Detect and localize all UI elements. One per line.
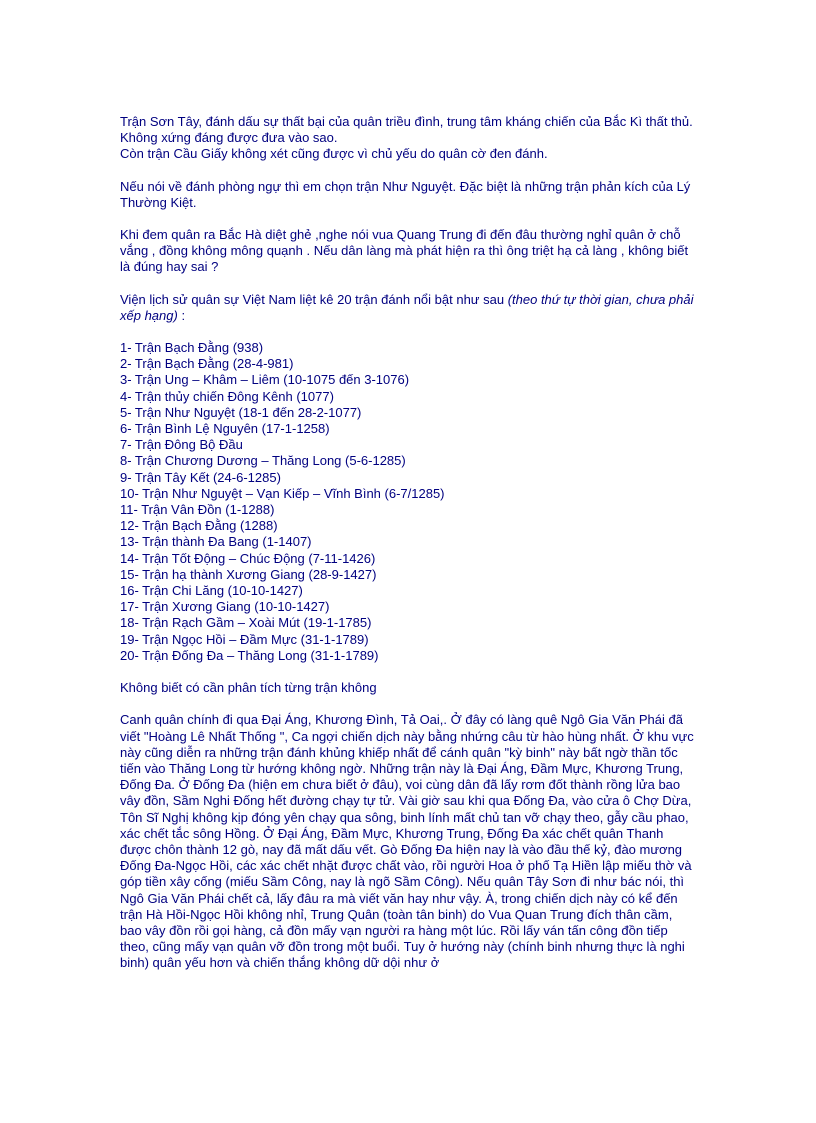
spacer <box>120 163 696 179</box>
list-intro-text: Viện lịch sử quân sự Việt Nam liệt kê 20 trận đánh nổi bật như sau <box>120 291 508 307</box>
list-item: 16- Trận Chi Lăng (10-10-1427) <box>120 583 303 599</box>
battle-list <box>120 340 696 664</box>
list-item: 15- Trận hạ thành Xương Giang (28-9-1427) <box>120 566 377 582</box>
list-item: 13- Trận thành Đa Bang (1-1407) <box>120 534 312 550</box>
spacer <box>120 324 696 340</box>
list-item: 18- Trận Rạch Gầm – Xoài Mút (19-1-1785) <box>120 615 372 631</box>
list-item: 20- Trận Đống Đa – Thăng Long (31-1-1789) <box>120 647 379 663</box>
list-intro-italic: (theo thứ tự thời gian, chưa phải xếp hạng) <box>120 291 694 323</box>
list-item: 8- Trận Chương Dương – Thăng Long (5-6-1285) <box>120 453 406 469</box>
list-intro-end: : <box>177 307 186 323</box>
list-item: 9- Trận Tây Kết (24-6-1285) <box>120 469 281 485</box>
list-item: 19- Trận Ngọc Hồi – Đầm Mực (31-1-1789) <box>120 631 369 647</box>
list-item: 12- Trận Bạch Đằng (1288) <box>120 518 278 534</box>
list-item: 17- Trận Xương Giang (10-10-1427) <box>120 599 330 615</box>
list-item: 4- Trận thủy chiến Đông Kênh (1077) <box>120 388 334 404</box>
list-item: 14- Trận Tốt Động – Chúc Động (7-11-1426) <box>120 550 376 566</box>
list-intro-paragraph <box>120 292 696 324</box>
list-item: 11- Trận Vân Đồn (1-1288) <box>120 502 275 518</box>
list-item: 6- Trận Bình Lệ Nguyên (17-1-1258) <box>120 421 330 437</box>
intro-paragraph-2: Còn trận Cầu Giấy không xét cũng được vì chủ yếu do quân cờ đen đánh. <box>120 146 548 162</box>
long-paragraph: Canh quân chính đi qua Đại Áng, Khương Đình, Tả Oai,. Ở đây có làng quê Ngô Gia Văn Phái đã viết "Hoàng Lê Nhất Thống ", Ca ngợi chiến dịch này bằng nhứng câu từ hào hùng nhất. Ở khu vực này cũng diễn ra những trận đánh khủng khiếp nhất để cánh quân "kỳ binh" này bất ngờ thần tốc tiến vào Thăng Long từ hướng không ngờ. Những trận này là Đại Áng, Đầm Mực, Khương Trung, Đống Đa. Ở Đống Đa (hiện em chưa biết ở đâu), voi cùng dân đã lấy rơm đốt thành rồng lửa bao vây đồn, Sầm Nghi Đống hết đường chạy tự tử. Vài giờ sau khi qua Đống Đa, vào cửa ô Chợ Dừa, Tôn Sĩ Nghị không kịp đóng yên chạy qua sông, binh lính mất chủ tan vỡ chạy theo, gẫy cầu phao, xác chết tắc sông Hồng. Ở Đại Áng, Đầm Mực, Khương Trung, Đống Đa xác chết quân Thanh được chôn thành 12 gò, nay đã mất dấu vết. Gò Đống Đa hiện nay là vào đầu thế kỷ, đào mương Đống Đa-Ngọc Hồi, các xác chết nhặt được chất vào, rồi người Hoa ở phố Tạ Hiền lập miếu thờ và góp tiền xây cống (miếu Sầm Công, nay là ngõ Sầm Công). Nếu quân Tây Sơn đi như bác nói, thì Ngô Gia Văn Phái chết cả, lấy đâu ra mà viết văn hay như vậy. À, trong chiến dịch này có kể đến trận Hà Hồi-Ngọc Hồi không nhỉ, Trung Quân (toàn tân binh) do Vua Quan Trung đích thân cầm, bao vây đồn rồi gọi hàng, cả đồn mấy vạn người ra hàng một lúc. Rồi lấy ván tấn công đồn tiếp theo, cũng mấy vạn quân vỡ đồn trong một buổi. Tuy ở hướng này (chính binh nhưng thực là nghi binh) quân yếu hơn và chiến thắng không dữ dội như ở <box>120 712 694 971</box>
spacer <box>120 211 696 227</box>
list-item: 1- Trận Bạch Đằng (938) <box>120 340 264 356</box>
list-item: 3- Trận Ung – Khâm – Liêm (10-1075 đến 3-1076) <box>120 372 410 388</box>
question-paragraph: Khi đem quân ra Bắc Hà diệt ghẻ ,nghe nói vua Quang Trung đi đến đâu thường nghỉ quân ở chỗ vắng , đồng không mông quạnh . Nếu dân làng mà phát hiện ra thì ông triệt hạ cả làng , không biết là đúng hay sai ? <box>120 227 689 275</box>
spacer <box>120 276 696 292</box>
spacer <box>120 696 696 712</box>
list-item: 2- Trận Bạch Đằng (28-4-981) <box>120 356 294 372</box>
analysis-question-paragraph: Không biết có cần phân tích từng trận không <box>120 680 377 696</box>
defense-paragraph: Nếu nói về đánh phòng ngự thì em chọn trận Như Nguyệt. Đặc biệt là những trận phản kích của Lý Thường Kiệt. <box>120 178 691 210</box>
list-item: 5- Trận Như Nguyệt (18-1 đến 28-2-1077) <box>120 404 362 420</box>
spacer <box>120 664 696 680</box>
document-body <box>120 114 696 972</box>
intro-paragraph-1: Trận Sơn Tây, đánh dấu sự thất bại của quân triều đình, trung tâm kháng chiến của Bắc Kì thất thủ. Không xứng đáng được đưa vào sao. <box>120 114 693 146</box>
list-item: 7- Trận Đông Bộ Đầu <box>120 437 243 453</box>
list-item: 10- Trận Như Nguyệt – Vạn Kiếp – Vĩnh Bình (6-7/1285) <box>120 485 445 501</box>
